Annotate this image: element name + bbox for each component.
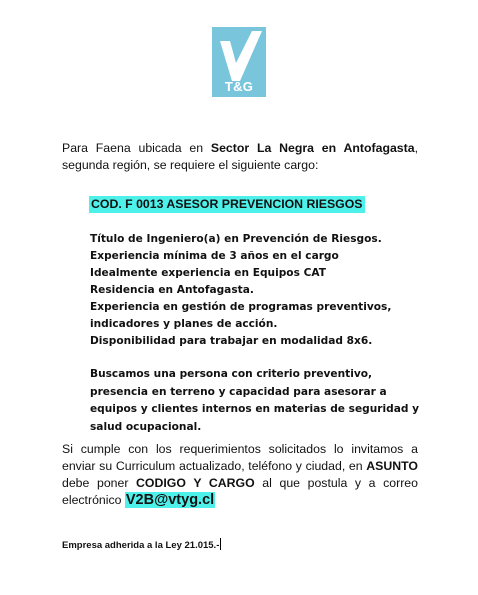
position-code: COD. F 0013 ASESOR PREVENCION RIESGOS [91, 197, 363, 211]
closing-line-3 [62, 475, 418, 492]
intro-text-3: , [414, 141, 418, 155]
closing-text: debe poner [62, 476, 137, 490]
seeking-line: Buscamos una persona con criterio preventivo, [90, 368, 373, 380]
seeking-line: presencia en terreno y capacidad para asesorar a [90, 385, 387, 398]
requirement-item: Disponibilidad para trabajar en modalidad 8x6. [90, 335, 373, 347]
requirement-item: Residencia en Antofagasta. [90, 284, 254, 296]
closing-text: al que postula y a correo [254, 476, 418, 490]
email-link[interactable]: V2B@vtyg.cl [125, 492, 215, 508]
footer-note [62, 538, 221, 553]
seeking-line: equipos y clientes internos en materias de seguridad y [90, 403, 420, 415]
company-logo [212, 27, 266, 97]
requirement-item: Experiencia mínima de 3 años en el cargo [90, 250, 339, 262]
code-and-position-label: CODIGO Y CARGO [136, 476, 255, 490]
text-cursor [220, 538, 221, 550]
intro-text-1: Para Faena ubicada en [62, 141, 211, 155]
requirements-list [90, 231, 420, 350]
requirement-item: indicadores y planes de acción. [90, 318, 278, 330]
closing-paragraph [62, 441, 418, 509]
intro-text-4: segunda región, se requiere el siguiente cargo: [62, 158, 319, 172]
intro-location: Sector La Negra en Antofagasta [210, 141, 415, 155]
requirement-item: Experiencia en gestión de programas preventivos, [90, 301, 392, 313]
closing-line-1: Si cumple con los requerimientos solicitados lo invitamos a [62, 442, 418, 456]
closing-text: electrónico [62, 493, 125, 507]
logo-text: T&G [224, 79, 254, 94]
closing-text: enviar su Curriculum actualizado, teléfono y ciudad, en [62, 459, 367, 473]
intro-paragraph [62, 140, 418, 174]
requirement-item: Idealmente experiencia en Equipos CAT [90, 267, 326, 279]
closing-line-2 [62, 458, 418, 475]
subject-label: ASUNTO [366, 459, 418, 473]
seeking-paragraph [90, 366, 420, 436]
requirement-item: Título de Ingeniero(a) en Prevención de Riesgos. [90, 233, 382, 245]
closing-line-4 [62, 492, 418, 509]
footer-text: Empresa adherida a la Ley 21.015.- [62, 540, 220, 551]
seeking-line: salud ocupacional. [90, 420, 202, 433]
